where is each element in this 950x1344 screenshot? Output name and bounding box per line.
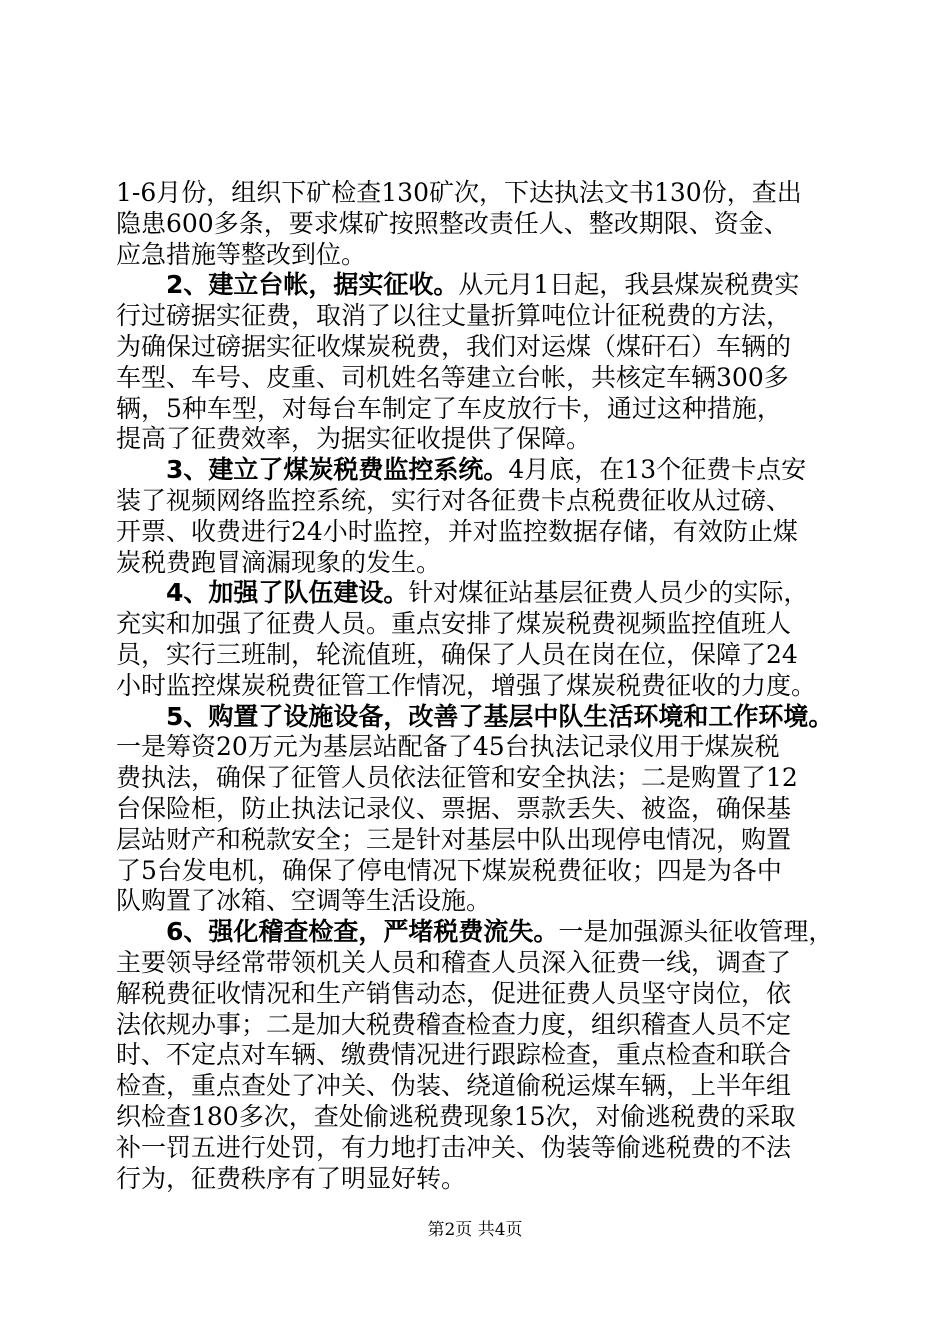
paragraph-line: 隐患600多条，要求煤矿按照整改责任人、整改期限、资金、 xyxy=(116,208,789,238)
paragraph-line: 主要领导经常带领机关人员和稽查人员深入征费一线，调查了 xyxy=(116,947,792,977)
paragraph-line: 提高了征费效率，为据实征收提供了保障。 xyxy=(116,424,592,454)
paragraph-line: 辆，5种车型，对每台车制定了车皮放行卡，通过这种措施， xyxy=(116,393,782,423)
paragraph-line: 时、不定点对车辆、缴费情况进行跟踪检查，重点检查和联合 xyxy=(116,1040,792,1070)
paragraph-line xyxy=(116,702,838,733)
paragraph-line xyxy=(116,917,838,948)
paragraph-line: 车型、车号、皮重、司机姓名等建立台帐，共核定车辆300多 xyxy=(116,362,789,392)
paragraph xyxy=(116,270,838,455)
paragraph xyxy=(116,578,838,701)
paragraph-line: 补一罚五进行处罚，有力地打击冲关、伪装等偷逃税费的不法 xyxy=(116,1132,792,1162)
paragraph-line: 行过磅据实征费，取消了以往丈量折算吨位计征税费的方法， xyxy=(116,301,792,331)
paragraph-line: 应急措施等整改到位。 xyxy=(116,239,367,269)
paragraph-line: 费执法，确保了征管人员依法征管和安全执法；二是购置了12 xyxy=(116,763,798,793)
paragraph-line: 层站财产和税款安全；三是针对基层中队出现停电情况，购置 xyxy=(116,824,792,854)
paragraph-line: 员，实行三班制，轮流值班，确保了人员在岗在位，保障了24 xyxy=(116,639,798,669)
paragraph-heading: 2、建立台帐，据实征收。 xyxy=(166,270,459,300)
paragraph-line: 装了视频网络监控系统，实行对各征费卡点税费征收从过磅、 xyxy=(116,485,792,515)
paragraph-line: 开票、收费进行24小时监控，并对监控数据存储，有效防止煤 xyxy=(116,516,798,546)
document-body xyxy=(116,178,838,1194)
paragraph-line: 队购置了冰箱、空调等生活设施。 xyxy=(116,886,492,916)
line-text: 针对煤征站基层征费人员少的实际， xyxy=(408,578,809,608)
paragraph-line: 台保险柜，防止执法记录仪、票据、票款丢失、被盗，确保基 xyxy=(116,793,792,823)
paragraph-line: 检查，重点查处了冲关、伪装、绕道偷税运煤车辆，上半年组 xyxy=(116,1071,792,1101)
paragraph-line: 了5台发电机，确保了停电情况下煤炭税费征收；四是为各中 xyxy=(116,855,782,885)
paragraph-heading: 6、强化稽查检查，严堵税费流失。 xyxy=(166,917,559,947)
page-number: 第2页 共4页 xyxy=(427,1220,523,1240)
paragraph-heading: 5、购置了设施设备，改善了基层中队生活环境和工作环境。 xyxy=(166,701,834,731)
paragraph xyxy=(116,702,838,918)
paragraph-line: 充实和加强了征费人员。重点安排了煤炭税费视频监控值班人 xyxy=(116,609,792,639)
line-text: 4月底，在13个征费卡点安 xyxy=(508,455,807,485)
page-footer xyxy=(0,1215,950,1240)
paragraph-line: 小时监控煤炭税费征管工作情况，增强了煤炭税费征收的力度。 xyxy=(116,670,817,700)
paragraph-line xyxy=(116,578,838,609)
paragraph-line: 法依规办事；二是加大税费稽查检查力度，组织稽查人员不定 xyxy=(116,1009,792,1039)
paragraph-line: 炭税费跑冒滴漏现象的发生。 xyxy=(116,547,442,577)
paragraph-line: 为确保过磅据实征收煤炭税费，我们对运煤（煤矸石）车辆的 xyxy=(116,331,792,361)
paragraph xyxy=(116,455,838,578)
paragraph-line: 一是筹资20万元为基层站配备了45台执法记录仪用于煤炭税 xyxy=(116,732,780,762)
line-text: 一是加强源头征收管理， xyxy=(558,917,834,947)
paragraph-line: 行为，征费秩序有了明显好转。 xyxy=(116,1163,467,1193)
paragraph-line xyxy=(116,270,838,301)
line-text: 从元月1日起，我县煤炭税费实 xyxy=(458,270,800,300)
paragraph-line: 织检查180多次，查处偷逃税费现象15次，对偷逃税费的采取 xyxy=(116,1101,796,1131)
paragraph-heading: 4、加强了队伍建设。 xyxy=(166,578,409,608)
paragraph-line xyxy=(116,455,838,486)
paragraph xyxy=(116,178,838,270)
paragraph-heading: 3、建立了煤炭税费监控系统。 xyxy=(166,455,509,485)
paragraph-line: 1-6月份，组织下矿检查130矿次，下达执法文书130份，查出 xyxy=(116,178,802,207)
paragraph-line: 解税费征收情况和生产销售动态，促进征费人员坚守岗位，依 xyxy=(116,978,792,1008)
paragraph xyxy=(116,917,838,1194)
